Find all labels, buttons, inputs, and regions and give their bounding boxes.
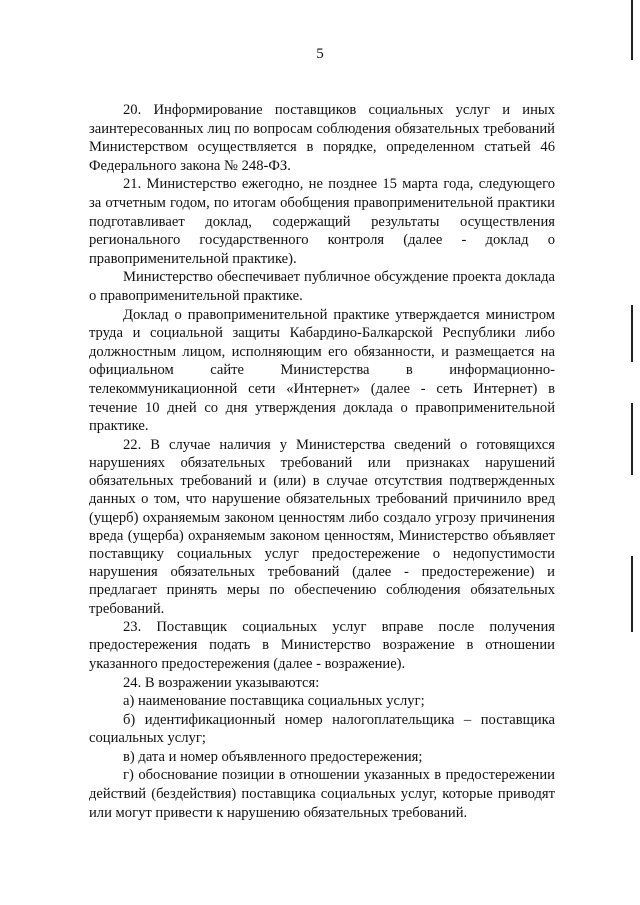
document-body <box>89 101 555 822</box>
paragraph-20-informing: 20. Информирование поставщиков социальных услуг и иных заинтересованных лиц по вопросам соблюдения обязательных требований Министерством осуществляется в порядке, определенном статьей 46 Федерального закона № 248-ФЗ. <box>89 102 555 174</box>
list-item-b: б) идентификационный номер налогоплательщика – поставщика социальных услуг; <box>89 711 555 747</box>
page-number: 5 <box>316 46 324 62</box>
list-item-v: в) дата и номер объявленного предостережения; <box>123 748 423 765</box>
paragraph-21-annual-report: 21. Министерство ежегодно, не позднее 15 марта года, следующего за отчетным годом, по итогам обобщения правоприменительной практики подготавливает доклад, содержащий результаты осуществления регионального государственного контроля (далее - доклад о правоприменительной практике). <box>89 176 555 267</box>
scan-edge-mark <box>631 556 633 632</box>
paragraph-22-warning: 22. В случае наличия у Министерства сведений о готовящихся нарушениях обязательных требований или признаках нарушений обязательных требований и (или) в случае отсутствия подтвержденных данных о том, что нарушение обязательных требований причинило вред (ущерб) охраняемым законом ценностям либо создало угрозу причинения вреда (ущерба) охраняемым законом ценностям, Министерство объявляет поставщику социальных услуг предостережение о недопустимости нарушения обязательных требований (далее - предостережение) и предлагает принять меры по обеспечению соблюдения обязательных требований. <box>89 436 555 617</box>
paragraph-23-objection: 23. Поставщик социальных услуг вправе после получения предостережения подать в Министерство возражение в отношении указанного предостережения (далее - возражение). <box>89 618 555 672</box>
paragraph-24-objection-contents: 24. В возражении указываются: <box>123 674 320 691</box>
scan-edge-mark <box>631 0 633 60</box>
list-item-a: а) наименование поставщика социальных услуг; <box>123 693 425 710</box>
paragraph-report-approval: Доклад о правоприменительной практике утверждается министром труда и социальной защиты Кабардино-Балкарской Республики либо должностным лицом, исполняющим его обязанности, и размещается на официальном сайте Министерства в информационно-телекоммуникационной сети «Интернет» (далее - сеть Интернет) в течение 10 дней со дня утверждения доклада о правоприменительной практике. <box>89 306 555 435</box>
scan-edge-mark <box>631 403 633 475</box>
scan-edge-mark <box>631 305 633 362</box>
list-item-g: г) обоснование позиции в отношении указанных в предостережении действий (бездействия) поставщика социальных услуг, которые приводят или могут привести к нарушению обязательных требований. <box>89 767 555 821</box>
paragraph-public-discussion: Министерство обеспечивает публичное обсуждение проекта доклада о правоприменительной практике. <box>89 269 555 304</box>
